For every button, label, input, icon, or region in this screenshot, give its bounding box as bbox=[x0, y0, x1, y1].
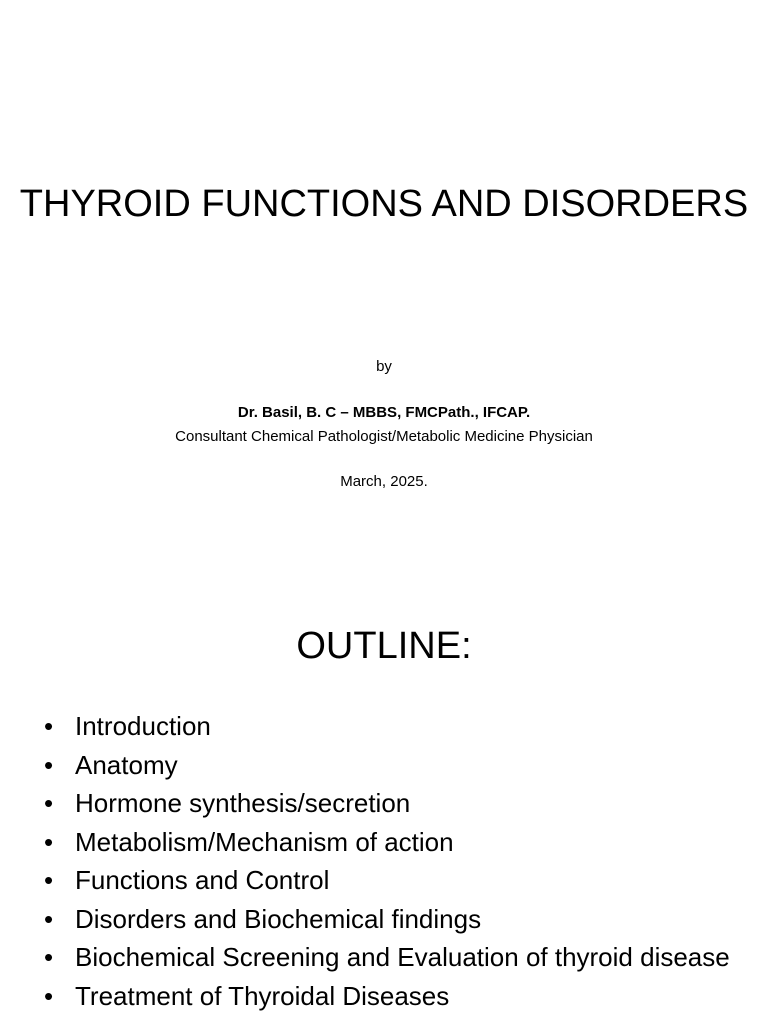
bullet-icon: • bbox=[44, 711, 54, 741]
list-item-text: Anatomy bbox=[75, 749, 178, 780]
list-item-text: Hormone synthesis/secretion bbox=[75, 788, 411, 818]
slide-outline bbox=[0, 576, 768, 1024]
by-label: by bbox=[376, 358, 392, 375]
list-item-text: Disorders and Biochemical findings bbox=[75, 903, 482, 934]
author-name: Dr. Basil, B. C – MBBS, FMCPath., IFCAP. bbox=[237, 404, 531, 421]
presentation-date: March, 2025. bbox=[340, 473, 428, 490]
bullet-icon: • bbox=[44, 903, 54, 934]
list-item-text: Introduction bbox=[75, 711, 211, 741]
list-item bbox=[44, 749, 744, 781]
bullet-icon: • bbox=[44, 826, 54, 857]
bullet-icon: • bbox=[44, 942, 54, 972]
list-item bbox=[44, 903, 744, 935]
outline-title: OUTLINE: bbox=[296, 625, 472, 667]
bullet-icon: • bbox=[44, 788, 54, 818]
presentation-title: THYROID FUNCTIONS AND DISORDERS bbox=[19, 183, 749, 225]
bullet-icon: • bbox=[44, 980, 54, 1011]
list-item-text: Treatment of Thyroidal Diseases bbox=[75, 980, 450, 1011]
outline-list bbox=[44, 710, 744, 1018]
bullet-icon: • bbox=[44, 865, 54, 895]
bullet-icon: • bbox=[44, 749, 54, 780]
list-item-text: Biochemical Screening and Evaluation of thyroid disease bbox=[75, 942, 730, 972]
author-role: Consultant Chemical Pathologist/Metabolic Medicine Physician bbox=[175, 428, 593, 445]
list-item bbox=[44, 710, 744, 742]
list-item-text: Functions and Control bbox=[75, 865, 330, 895]
list-item bbox=[44, 787, 744, 819]
list-item-text: Metabolism/Mechanism of action bbox=[75, 826, 454, 857]
list-item bbox=[44, 941, 744, 973]
list-item bbox=[44, 826, 744, 858]
list-item bbox=[44, 980, 744, 1012]
list-item bbox=[44, 864, 744, 896]
